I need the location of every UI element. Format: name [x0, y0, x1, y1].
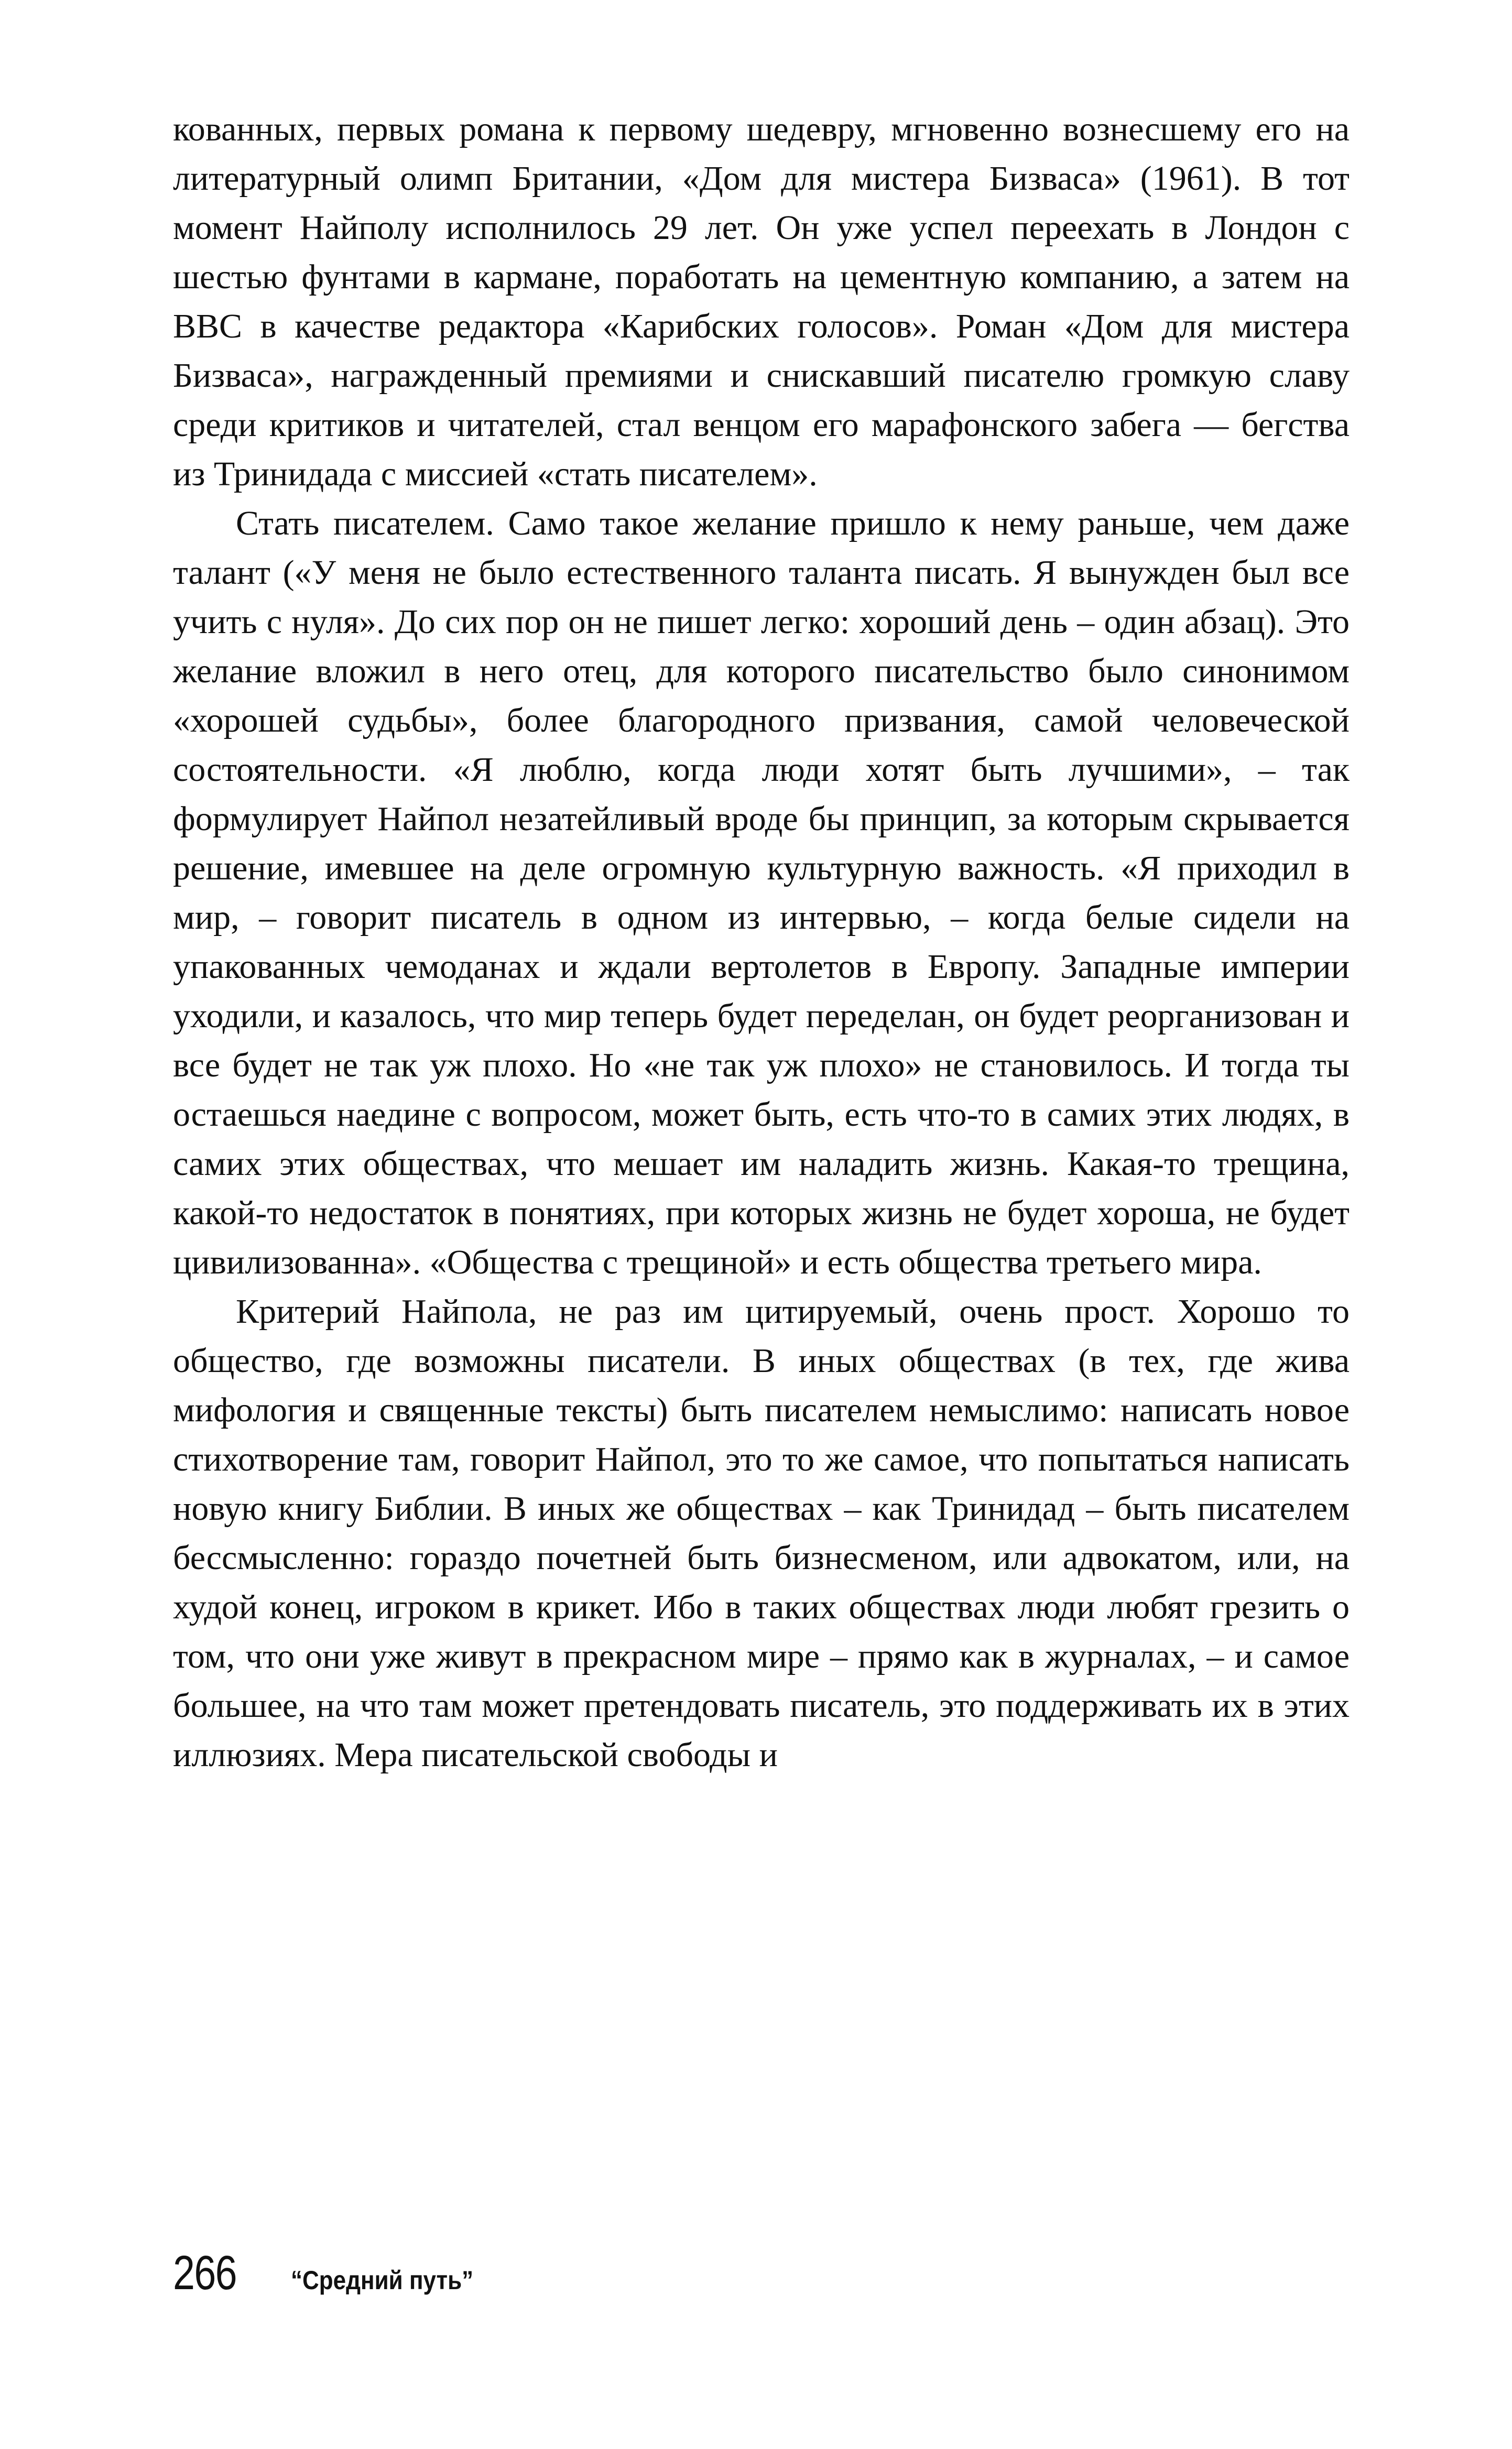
body-text	[173, 105, 1350, 1780]
running-title: “Средний путь”	[291, 2266, 474, 2295]
paragraph: Критерий Найпола, не раз им цитируемый, очень прост. Хорошо то общество, где возможны писатели. В иных обществах (в тех, где жива мифология и священные тексты) быть писателем немыслимо: написать новое стихотворение там, говорит Найпол, это то же самое, что попытаться написать новую книгу Библии. В иных же обществах – как Тринидад – быть писателем бессмысленно: гораздо почетней быть бизнесменом, или адвокатом, или, на худой конец, игроком в крикет. Ибо в таких обществах люди любят грезить о том, что они уже живут в прекрасном мире – прямо как в журналах, – и самое большее, на что там может претендовать писатель, это поддерживать их в этих иллюзиях. Мера писательской свободы и	[173, 1292, 1350, 1774]
page-number: 266	[173, 2246, 236, 2300]
paragraph-continuation: кованных, первых романа к первому шедевру, мгновенно вознесшему его на литературный олимп Британии, «Дом для мистера Бизваса» (1961). В тот момент Найполу исполнилось 29 лет. Он уже успел переехать в Лондон с шестью фунтами в кармане, поработать на цементную компанию, а затем на BBC в качестве редактора «Карибских голосов». Роман «Дом для мистера Бизваса», награжденный премиями и снискавший писателю громкую славу среди критиков и читателей, стал венцом его марафонского забега — бегства из Тринидада с миссией «стать писателем».	[173, 110, 1350, 493]
page-footer	[173, 2246, 498, 2309]
paragraph: Стать писателем. Само такое желание пришло к нему раньше, чем даже талант («У меня не было естественного таланта писать. Я вынужден был все учить с нуля». До сих пор он не пишет легко: хороший день – один абзац). Это желание вложил в него отец, для которого писательство было синонимом «хорошей судьбы», более благородного призвания, самой человеческой состоятельности. «Я люблю, когда люди хотят быть лучшими», – так формулирует Найпол незатейливый вроде бы принцип, за которым скрывается решение, имевшее на деле огромную культурную важность. «Я приходил в мир, – говорит писатель в одном из интервью, – когда белые сидели на упакованных чемоданах и ждали вертолетов в Европу. Западные империи уходили, и казалось, что мир теперь будет переделан, он будет реорганизован и все будет не так уж плохо. Но «не так уж плохо» не становилось. И тогда ты остаешься наедине с вопросом, может быть, есть что-то в самих этих людях, в самих этих обществах, что мешает им наладить жизнь. Какая-то трещина, какой-то недостаток в понятиях, при которых жизнь не будет хороша, не будет цивилизованна». «Общества с трещиной» и есть общества третьего мира.	[173, 504, 1350, 1281]
